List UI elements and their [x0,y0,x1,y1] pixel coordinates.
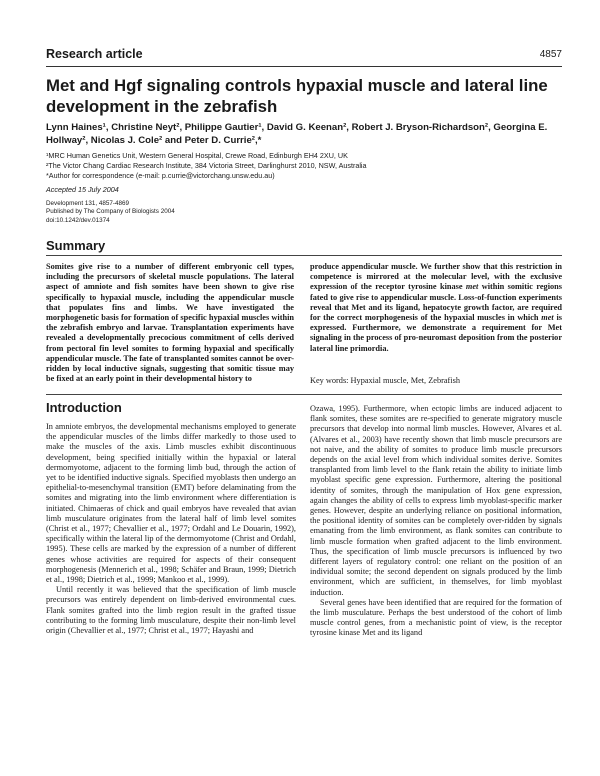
summary-heading: Summary [46,238,106,253]
intro-rule [46,394,562,395]
author-list: Lynn Haines¹, Christine Neyt², Philippe Gautier¹, David G. Keenan², Robert J. Bryson-Richardson², Georgina E. Hollway², Nicolas J. Cole² and Peter D. Currie²,* [46,122,548,146]
intro-left-column [46,422,296,636]
accepted-date: Accepted 15 July 2004 [46,185,119,194]
doi: doi:10.1242/dev.01374 [46,216,110,224]
running-header [46,46,562,67]
section-label: Research article [46,47,143,61]
journal-volume: Development 131, 4857-4869 [46,200,129,207]
summary-right-column [310,262,562,354]
summary-text: produce appendicular muscle. We further show that this restriction in competence is mirrored at the molecular level, with the exclusive expression of the receptor tyrosine kinase [310,262,562,292]
gene-name: met [541,313,554,323]
affiliation-1: ¹MRC Human Genetics Unit, Western General Hospital, Crewe Road, Edinburgh EH4 2XU, UK [46,151,348,160]
intro-paragraph: Ozawa, 1995). Furthermore, when ectopic limbs are induced adjacent to flank somites, these somites are re-specified to generate migratory muscle precursors that develop into normal limb muscles. However, Alvares et al. (Alvares et al., 2003) have recently shown that limb muscle precursors are not naive, and the ability of somites to produce limb muscle precursors depends on the axial level from which individual somites derive. Somites transplanted from limb level to the flank retain the ability to initiate limb myoblast specific gene expression. Furthermore, altering the positional identity of somites, through the manipulation of Hox gene expression, again changes the ability of cells to express limb myoblast-specific marker genes. However, despite an underlying reliance on positional information, the positional identity of somites can be completely over-ridden by signals emanating from the limb environment, as flank somites can contribute to limb muscle formation when grafted adjacent to the limb environment. Thus, the specification of limb muscle precursors is influenced by two different layers of regulatory control: one reliant on the position of an individual somite; the second dependent on signals produced by the limb environment, which are sufficient, in themselves, for limb myoblast induction. [310,404,562,597]
publication-info [46,200,346,225]
intro-paragraph: Several genes have been identified that are required for the formation of the limb musculature. Perhaps the best understood of the cohort of limb muscle control genes, from a mechanistic point of view, is the receptor tyrosine kinase Met and its ligand [310,597,562,638]
affiliation-2: ²The Victor Chang Cardiac Research Institute, 384 Victoria Street, Darlinghurst 2010, NSW, Australia [46,161,367,170]
summary-paragraph-left: Somites give rise to a number of different embryonic cell types, including the precursors of skeletal muscle populations. The lateral aspect of amniote and fish somites have been shown to give rise specifically to hypaxial muscle, including the appendicular muscle that populates fins and limbs. We have investigated the morphogenetic basis for formation of specific hypaxial muscles within the zebrafish embryo and larvae. Transplantation experiments have revealed a developmentally precocious commitment of cells derived from pectoral fin level somites to forming hypaxial and specifically appendicular muscle. The fate of transplanted somites cannot be over-ridden by local inductive signals, suggesting that somitic tissue may be fixed at an early point in their developmental history to [46,262,294,384]
keywords: Key words: Hypaxial muscle, Met, Zebrafish [310,376,460,385]
introduction-heading: Introduction [46,400,122,415]
publisher: Published by The Company of Biologists 2004 [46,208,175,216]
summary-paragraph-right [310,262,562,354]
intro-paragraph: Until recently it was believed that the specification of limb muscle precursors was entirely dependent on limb-derived environmental cues. Flank somites grafted into the limb region result in the grafted tissue contributing to the forming limb musculature, despite their non-limb level origin (Chevallier et al., 1977; Christ et al., 1977; Hayashi and [46,585,296,636]
correspondence: *Author for correspondence (e-mail: p.currie@victorchang.unsw.edu.au) [46,171,275,180]
summary-left-column [46,262,294,384]
summary-rule [46,255,562,256]
intro-right-column [310,404,562,639]
article-title: Met and Hgf signaling controls hypaxial muscle and lateral line development in the zebrafish [46,76,548,116]
page-number: 4857 [539,49,562,60]
summary-text: is expressed. Furthermore, we demonstrate a requirement for Met signaling in the process of pro-neuromast deposition from the posterior lateral line primordia. [310,313,562,353]
affiliations [46,151,562,181]
gene-name: met [465,282,479,292]
summary-text: within somitic regions fated to give rise to appendicular muscle. Loss-of-function experiments reveal that Met and its ligand, hepatocyte growth factor, are required for the correct morphogenesis of the hypaxial muscles in which [310,282,562,323]
intro-paragraph: In amniote embryos, the developmental mechanisms employed to generate the appendicular muscles of the limbs differ markedly to those used to make the muscles of the axis. Limb muscles exhibit discontinuous development, being specified initially within the hypaxial or lateral dermomyotome, adjacent to the forming limb bud, through the action of yet to be identified inductive signals. Specified myoblasts then undergo an epithelial-to-mesenchymal transition (EMT) before delaminating from the somites and migrating into the limb environment where differentiation is initiated. Chimaeras of chick and quail embryos have revealed that avian limb musculature originates from the lateral half of limb level somites (Christ et al., 1977; Chevallier et al., 1977; Ordahl and Le Douarin, 1992), specifically within the lateral lip of the dermomyotome (Christ and Ordahl, 1995). These cells are marked by the expression of a number of different genes whose activities are required for aspects of their consequent morphogenesis (Mennerich et al., 1998; Schäfer and Braun, 1999; Dietrich et al., 1998; Dietrich et al., 1999; Mankoo et al., 1999). [46,422,296,585]
